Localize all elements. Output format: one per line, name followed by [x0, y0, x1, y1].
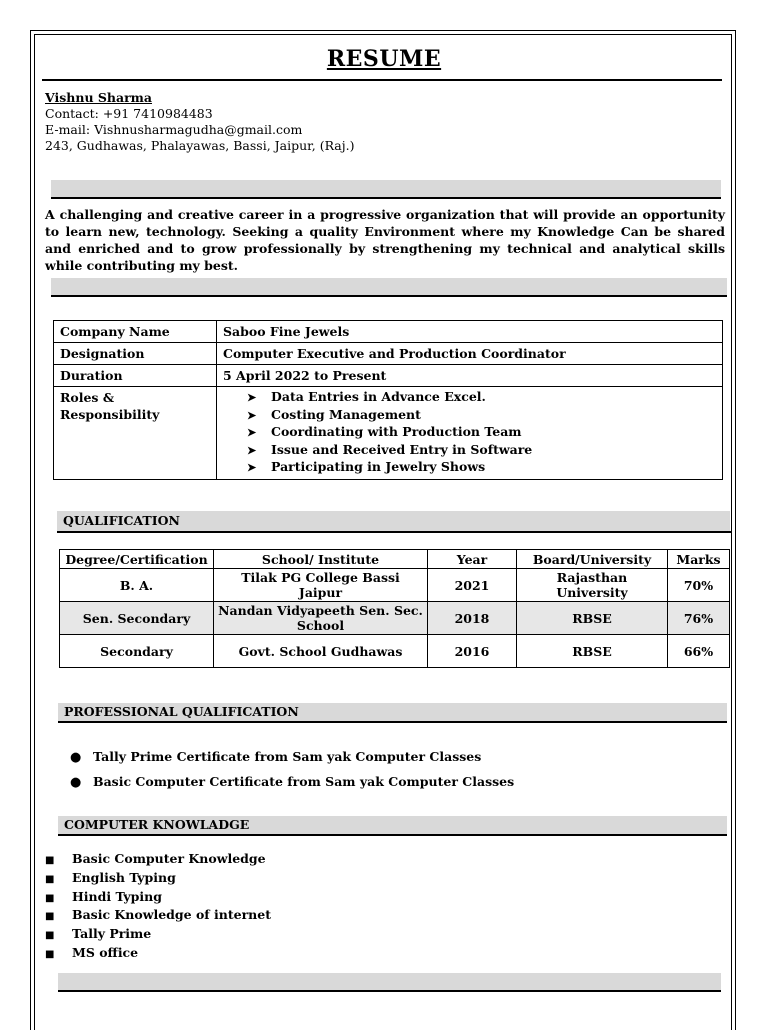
square-bullet-icon: ■ [45, 855, 55, 866]
square-bullet-icon: ■ [45, 892, 55, 904]
table-cell: Nandan Vidyapeeth Sen. Sec. School [214, 602, 428, 635]
resume-title: RESUME [326, 46, 442, 72]
computer-knowledge-rule [58, 834, 727, 836]
table-cell: 2021 [428, 569, 517, 602]
experience-label: Company Name [54, 321, 217, 343]
arrow-bullet-icon: ➤ [247, 408, 257, 422]
experience-row [54, 387, 723, 480]
professional-qualification-rule [58, 721, 727, 723]
experience-label: Duration [54, 365, 217, 387]
list-item: ■ Hindi Typing [45, 889, 271, 908]
experience-value: 5 April 2022 to Present [217, 365, 723, 387]
experience-row [54, 365, 723, 387]
table-cell: 2018 [428, 602, 517, 635]
contact-address: 243, Gudhawas, Phalayawas, Bassi, Jaipur, (Raj.) [45, 138, 355, 153]
experience-value: Saboo Fine Jewels [217, 321, 723, 343]
list-item: ● Basic Computer Certificate from Sam yak Computer Classes [70, 770, 514, 795]
table-row [60, 569, 730, 602]
objective-section-bar [51, 180, 721, 197]
arrow-bullet-icon: ➤ [247, 391, 257, 404]
objective-section-rule [51, 197, 721, 199]
computer-knowledge-heading: COMPUTER KNOWLADGE [58, 816, 727, 834]
list-item: ➤ Issue and Received Entry in Software [247, 442, 716, 460]
list-item: ■ MS office [45, 945, 271, 964]
square-bullet-icon: ■ [45, 911, 55, 923]
list-item: ➤ Data Entries in Advance Excel. [247, 389, 716, 407]
arrow-bullet-icon: ➤ [247, 443, 257, 457]
table-row [60, 635, 730, 668]
table-cell: 66% [668, 635, 730, 668]
arrow-bullet-icon: ➤ [247, 461, 257, 474]
table-cell: Rajasthan University [517, 569, 668, 602]
column-header: Board/University [517, 550, 668, 569]
experience-section-rule [51, 295, 727, 297]
table-cell: 2016 [428, 635, 517, 668]
list-item: ➤ Coordinating with Production Team [247, 424, 716, 442]
column-header: Marks [668, 550, 730, 569]
experience-label: Designation [54, 343, 217, 365]
experience-row [54, 343, 723, 365]
career-objective: A challenging and creative career in a progressive organization that will provide an opportunity to learn new, technology. Seeking a quality Environment where my Knowledge Can be shared and enriched and to grow professionally by strengthening my technical and analytical skills while contributing my best. [45, 207, 725, 273]
qualification-table [59, 549, 730, 668]
contact-email: E-mail: Vishnusharmagudha@gmail.com [45, 122, 303, 137]
table-cell: Govt. School Gudhawas [214, 635, 428, 668]
list-item: ➤ Participating in Jewelry Shows [247, 459, 716, 477]
bullet-dot-icon: ● [70, 750, 82, 765]
table-cell: B. A. [60, 569, 214, 602]
candidate-name: Vishnu Sharma [45, 90, 153, 105]
list-item: ■ English Typing [45, 870, 271, 889]
table-cell: RBSE [517, 602, 668, 635]
square-bullet-icon: ■ [45, 873, 55, 885]
bullet-dot-icon: ● [70, 775, 82, 790]
table-cell: 76% [668, 602, 730, 635]
table-header-row [60, 550, 730, 569]
list-item: ➤ Costing Management [247, 407, 716, 425]
roles-list [223, 389, 716, 477]
qualification-rule [57, 531, 731, 533]
experience-section-bar [51, 278, 727, 295]
table-cell: Secondary [60, 635, 214, 668]
square-bullet-icon: ■ [45, 930, 55, 942]
list-item: ■ Basic Knowledge of internet [45, 907, 271, 926]
experience-table [53, 320, 723, 480]
experience-value: Computer Executive and Production Coordinator [217, 343, 723, 365]
table-cell: Sen. Secondary [60, 602, 214, 635]
roles-cell [217, 387, 723, 480]
qualification-heading: QUALIFICATION [57, 511, 730, 531]
title-rule [42, 79, 722, 81]
column-header: Degree/Certification [60, 550, 214, 569]
arrow-bullet-icon: ➤ [247, 426, 257, 439]
table-cell: 70% [668, 569, 730, 602]
table-cell: RBSE [517, 635, 668, 668]
professional-qualification-heading: PROFESSIONAL QUALIFICATION [58, 703, 727, 721]
contact-block [45, 90, 354, 154]
professional-qualification-list [70, 745, 514, 795]
list-item: ■ Basic Computer Knowledge [45, 851, 271, 870]
list-item: ■ Tally Prime [45, 926, 271, 945]
experience-row [54, 321, 723, 343]
bottom-section-rule [58, 990, 721, 992]
square-bullet-icon: ■ [45, 948, 55, 960]
experience-label: Roles & Responsibility [54, 387, 217, 480]
column-header: Year [428, 550, 517, 569]
table-cell: Tilak PG College Bassi Jaipur [214, 569, 428, 602]
computer-knowledge-list [45, 851, 271, 964]
bottom-section-bar [58, 973, 721, 990]
list-item: ● Tally Prime Certificate from Sam yak Computer Classes [70, 745, 514, 770]
contact-phone: Contact: +91 7410984483 [45, 106, 213, 121]
column-header: School/ Institute [214, 550, 428, 569]
table-row [60, 602, 730, 635]
